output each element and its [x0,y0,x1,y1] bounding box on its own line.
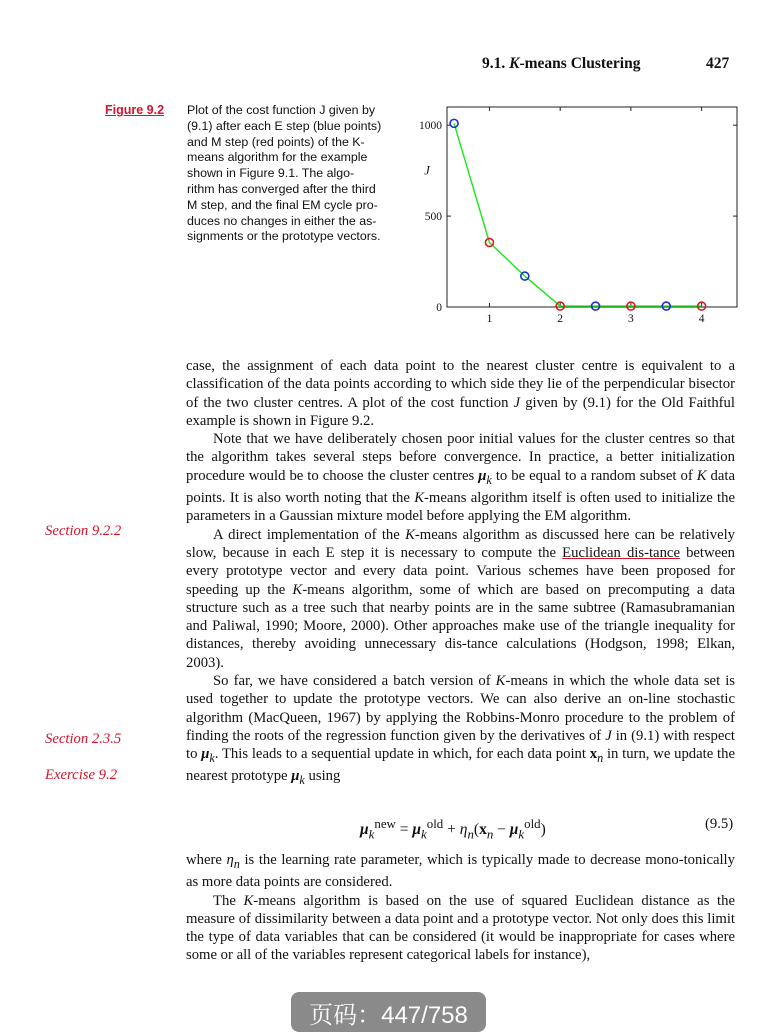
e-step-point [450,119,458,127]
x-tick-label: 3 [628,313,634,325]
caption-line: M step, and the final EM cycle pro- [187,197,378,212]
paragraph: case, the assignment of each data point to the nearest cluster centre is equivalent to a classification of the data points according to which side they lie of the perpendicular bisector of the two cluster centres. A plot of the cost function J given by (9.1) for the Old Faithful example is shown in Figure 9.2. [186,358,735,429]
series-line [454,123,702,306]
page-indicator-badge: 页码：447/758 [291,992,486,1032]
y-tick-label: 1000 [419,120,442,133]
x-tick-label: 1 [486,313,493,325]
equation-number: (9.5) [705,816,734,832]
paragraph: where $\eta_n$ is the learning rate parameter, which is typically made to decrease mono-tonically as more data points are considered. [186,852,735,891]
margin-ref-section-2-3-5[interactable]: Section 2.3.5 [45,731,122,747]
caption-line: and M step (red points) of the K- [187,134,365,149]
caption-line: shown in Figure 9.1. The algo- [187,166,355,181]
caption-line: rithm has converged after the third [187,181,376,196]
figure-caption [187,103,408,245]
y-tick-label: 0 [436,302,442,314]
caption-line: duces no changes in either the as- [187,213,377,228]
paragraph: So far, we have considered a batch version of K-means in which the whole data set is used together to update the prototype vectors. We can also derive an on-line stochastic algorithm (MacQueen, 1967) by applying the Robbins-Monro procedure to the problem of finding the roots of the regression function given by the derivatives of J in (9.1) with respect to $\mu_k$. This leads to a sequential update in which, for each data point $x_n$ in turn, we update the nearest prototype $\mu_k$ using [186,672,735,788]
margin-ref-section-9-2-2[interactable]: Section 9.2.2 [45,523,122,539]
caption-line: Plot of the cost function J given by [187,103,376,117]
caption-line: signments or the prototype vectors. [187,229,381,244]
x-tick-label: 2 [557,313,564,325]
body-text [186,357,735,790]
y-axis-label: J [424,163,430,178]
paragraph: The K-means algorithm is based on the use of squared Euclidean distance as the measure of dissimilarity between a data point and a prototype vector. Not only does this limit the type of data variables that can be considered (it would be inappropriate for cases where some or all of the variables represent categorical labels for instance), [186,892,735,964]
figure-label-link[interactable]: Figure 9.2 [105,103,165,117]
body-text-continued [186,851,735,965]
cost-function-plot [408,100,738,330]
paragraph: A direct implementation of the K-means algorithm as discussed here can be relatively slow, because in each E step it is necessary to compute the Euclidean dis-tance between every prototype vector and every data point. Various schemes have been proposed for speeding up the K-means algorithm, some of which are based on precomputing a data structure such as a tree such that nearby points are in the same subtree (Ramasubramanian and Paliwal, 1990; Moore, 2000). Other approaches make use of the triangle inequality for distances, thereby avoiding unnecessary dis-tance calculations (Hodgson, 1998; Elkan, 2003). [186,526,736,671]
plot-frame [447,107,737,307]
caption-line: (9.1) after each E step (blue points) [187,118,382,133]
paragraph: Note that we have deliberately chosen poor initial values for the cluster centres so that the algorithm takes several steps before convergence. In practice, a better initialization procedure would be to choose the cluster centres $\mu_k$ to be equal to a random subset of K data points. It is also worth noting that the K-means algorithm itself is often used to initialize the parameters in a Gaussian mixture model before applying the EM algorithm. [186,431,736,525]
page-number: 427 [706,55,730,72]
equation-9-5: $\mu_k^{new} = \mu_k^{old} + \eta_n(x_n - \mu_k^{old})$ [360,816,546,842]
x-tick-label: 4 [698,313,705,325]
caption-line: means algorithm for the example [187,150,368,165]
running-header-section: 9.1. K-means Clustering [482,55,641,72]
margin-ref-exercise-9-2[interactable]: Exercise 9.2 [45,767,118,783]
y-tick-label: 500 [424,211,442,224]
